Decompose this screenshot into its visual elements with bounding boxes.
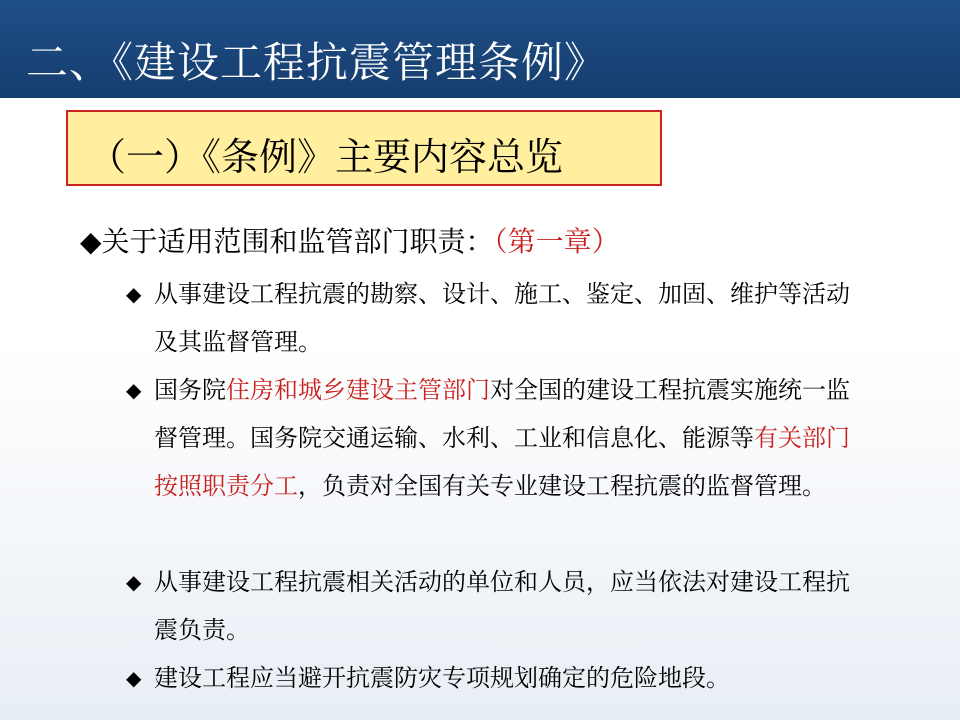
list-item <box>126 654 866 702</box>
subheading-text: （一）《条例》主要内容总览 <box>88 135 564 179</box>
section-heading <box>80 220 620 260</box>
subheading-box <box>66 110 662 186</box>
list-item-text: 建设工程应当避开抗震防灾专项规划确定的危险地段。 <box>154 664 730 692</box>
diamond-bullet-icon: ◆ <box>126 282 142 306</box>
list-item-text: 从事建设工程抗震的勘察、设计、施工、鉴定、加固、维护等活动及其监督管理。 <box>154 280 850 356</box>
highlight-text: 有关部门按照职责分工 <box>154 424 850 500</box>
list-item <box>126 270 866 366</box>
section-label: 关于适用范围和监管部门职责： <box>101 225 494 258</box>
diamond-bullet-icon: ◆ <box>126 570 142 594</box>
text-segment: 国务院 <box>154 376 226 404</box>
text-segment: 对全国的建设工程抗震实施统一监督管理。国务院交通运输、水利、工业和信息化、能源等 <box>154 376 850 452</box>
highlight-text: 住房和城乡建设主管部门 <box>226 376 490 404</box>
list-item <box>126 558 866 654</box>
diamond-bullet-icon: ◆ <box>126 666 142 690</box>
list-item <box>126 366 866 510</box>
diamond-bullet-icon: ◆ <box>126 378 142 402</box>
list-item-text: 从事建设工程抗震相关活动的单位和人员，应当依法对建设工程抗震负责。 <box>154 568 850 644</box>
text-segment: ，负责对全国有关专业建设工程抗震的监督管理。 <box>298 472 826 500</box>
slide-title: 二、《建设工程抗震管理条例》 <box>26 38 608 87</box>
title-bar <box>0 0 960 98</box>
section-chapter: （第一章） <box>493 225 620 258</box>
list-item-text <box>154 366 866 510</box>
section-bullet-icon: ◆ <box>80 225 102 258</box>
